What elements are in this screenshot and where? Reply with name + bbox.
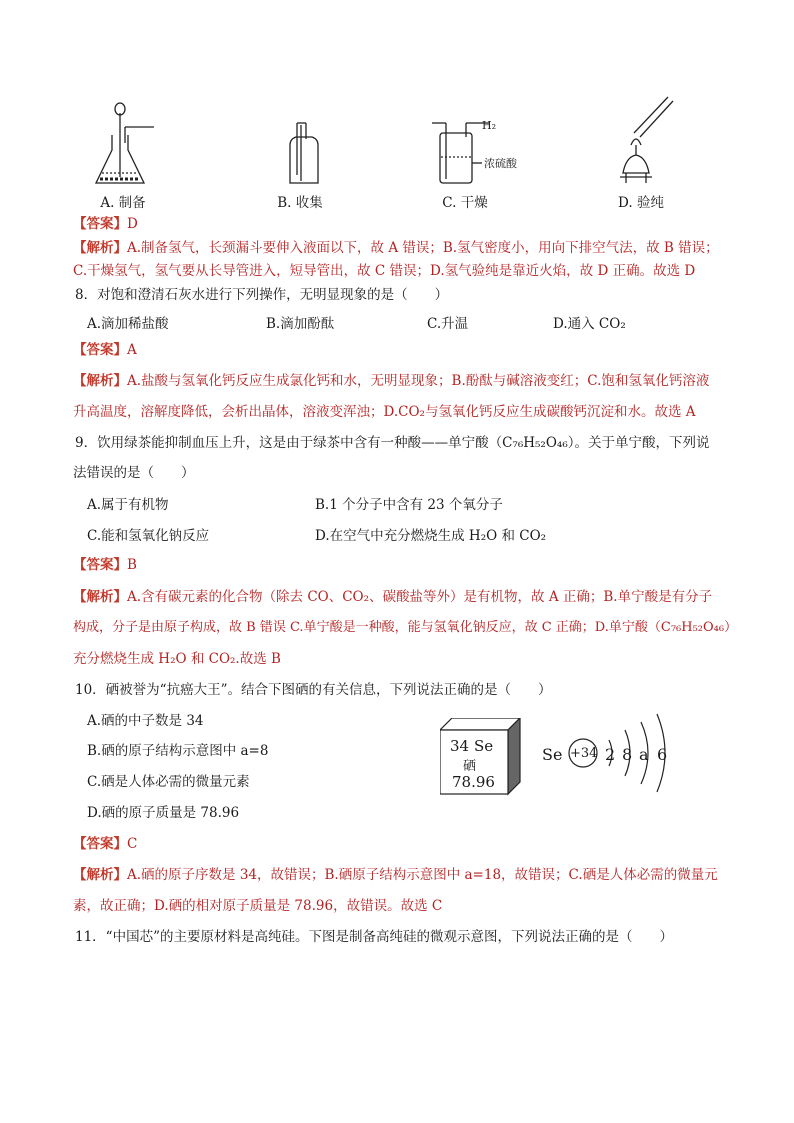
- analysis-tag: 【解析】: [73, 867, 127, 883]
- atom-nucleus: +34: [570, 746, 598, 761]
- apparatus-a-flask: [96, 103, 154, 183]
- apparatus-c-drying-bottle: [432, 123, 490, 183]
- q8-answer: [73, 341, 137, 359]
- answer-tag: 【答案】: [73, 557, 127, 573]
- analysis-text: A.制备氢气，长颈漏斗要伸入液面以下，故 A 错误；B.氢气密度小，用向下排空气法，故 B 错误；: [127, 240, 719, 256]
- shell-3: a: [639, 745, 649, 764]
- q9-option-a: A.属于有机物: [87, 497, 169, 513]
- q8-option-d: D.通入 CO₂: [553, 316, 626, 332]
- answer-tag: 【答案】: [73, 342, 127, 358]
- q10-analysis-line-2: 素，故正确；D.硒的相对原子质量是 78.96，故错误。故选 C: [73, 898, 443, 914]
- h2-label: H₂: [482, 119, 497, 132]
- caption-b: B. 收集: [277, 195, 323, 211]
- q10-option-a: A.硒的中子数是 34: [87, 713, 204, 729]
- apparatus-b-bottle: [290, 123, 318, 183]
- shell-1: 2: [605, 745, 616, 764]
- caption-c: C. 干燥: [442, 195, 488, 211]
- q8-option-b: B.滴加酚酞: [266, 316, 335, 332]
- acid-label: 浓硫酸: [484, 157, 517, 170]
- answer-value: D: [127, 216, 138, 232]
- q9-stem-1: 9．饮用绿茶能抑制血压上升，这是由于绿茶中含有一种酸——单宁酸（C₇₆H₅₂O₄₆）。关于单宁酸，下列说: [75, 435, 710, 451]
- q8-analysis-line-2: 升高温度，溶解度降低，会析出晶体，溶液变浑浊；D.CO₂与氢氧化钙反应生成碳酸钙沉淀和水。故选 A: [73, 404, 696, 420]
- analysis-tag: 【解析】: [73, 240, 127, 256]
- element-name: 硒: [463, 759, 477, 774]
- answer-tag: 【答案】: [73, 836, 127, 852]
- q9-option-c: C.能和氢氧化钠反应: [87, 528, 210, 544]
- analysis-tag: 【解析】: [73, 589, 127, 605]
- q8-stem: 8．对饱和澄清石灰水进行下列操作，无明显现象的是（ ）: [75, 287, 449, 303]
- q9-answer: [73, 556, 137, 574]
- q10-option-b: B.硒的原子结构示意图中 a=8: [87, 743, 269, 759]
- q7-analysis-line-2: C.干燥氢气，氢气要从长导管进入，短导管出，故 C 错误；D.氢气验纯是靠近火焰，故 D 正确。故选 D: [73, 263, 696, 279]
- answer-tag: 【答案】: [73, 216, 127, 232]
- q9-analysis-line-2: 构成，分子是由原子构成，故 B 错误 C.单宁酸是一种酸，能与氢氧化钠反应，故 C 正确；D.单宁酸（C₇₆H₅₂O₄₆）: [73, 620, 738, 635]
- q8-analysis-line-1: [73, 372, 709, 390]
- shell-4: 6: [657, 745, 668, 764]
- element-symbol: Se: [474, 737, 494, 755]
- atom-symbol: Se: [542, 745, 563, 764]
- analysis-text: A.含有碳元素的化合物（除去 CO、CO₂、碳酸盐等外）是有机物，故 A 正确；B.单宁酸是有分子: [127, 589, 713, 605]
- q10-answer: [73, 835, 137, 853]
- q9-option-b: B.1 个分子中含有 23 个氧分子: [315, 497, 503, 513]
- apparatus-d-lamp: [620, 97, 673, 183]
- q10-option-d: D.硒的原子质量是 78.96: [87, 805, 240, 821]
- analysis-text: A.硒的原子序数是 34，故错误；B.硒原子结构示意图中 a=18，故错误；C.硒是人体必需的微量元: [127, 867, 718, 883]
- answer-value: C: [127, 836, 138, 852]
- q8-option-a: A.滴加稀盐酸: [87, 316, 169, 332]
- element-number: 34: [450, 737, 470, 755]
- apparatus-figure: [90, 95, 700, 190]
- q9-analysis-line-1: [73, 588, 712, 606]
- answer-value: A: [127, 342, 137, 358]
- caption-d: D. 验纯: [618, 195, 664, 211]
- q10-analysis-line-1: [73, 866, 718, 884]
- q10-stem: 10．硒被誉为“抗癌大王”。结合下图硒的有关信息，下列说法正确的是（ ）: [75, 682, 552, 698]
- q8-option-c: C.升温: [427, 316, 469, 332]
- q9-option-d: D.在空气中充分燃烧生成 H₂O 和 CO₂: [315, 528, 547, 544]
- q9-stem-2: 法错误的是（ ）: [73, 465, 195, 481]
- q9-analysis-line-3: 充分燃烧生成 H₂O 和 CO₂.故选 B: [73, 651, 281, 667]
- caption-a: A. 制备: [100, 195, 146, 211]
- answer-value: B: [127, 557, 137, 573]
- q7-analysis-line-1: [73, 239, 719, 257]
- analysis-tag: 【解析】: [73, 373, 127, 389]
- element-mass: 78.96: [452, 773, 495, 791]
- q7-answer: [73, 215, 138, 233]
- q11-stem: 11．“中国芯”的主要原材料是高纯硅。下图是制备高纯硅的微观示意图，下列说法正确的是（ ）: [75, 929, 673, 945]
- shell-2: 8: [622, 745, 633, 764]
- analysis-text: A.盐酸与氢氧化钙反应生成氯化钙和水，无明显现象；B.酚酞与碱溶液变红；C.饱和氢氧化钙溶液: [127, 373, 710, 389]
- q10-option-c: C.硒是人体必需的微量元素: [87, 774, 250, 790]
